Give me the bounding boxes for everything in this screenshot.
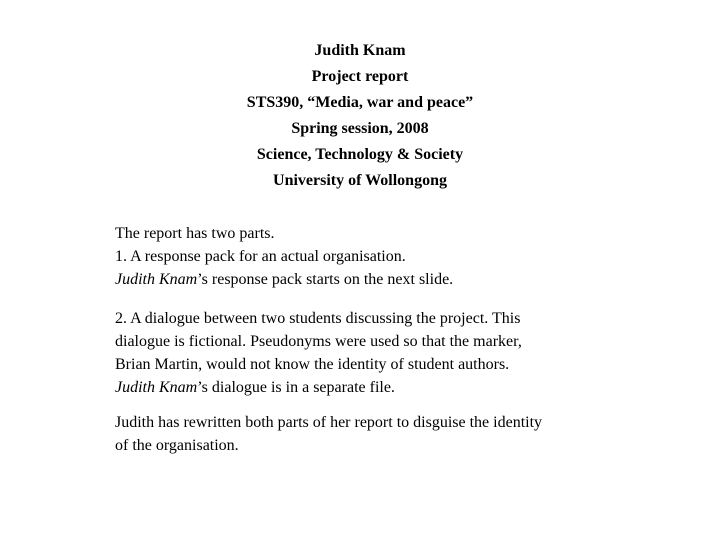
author-name: Judith Knam (314, 42, 406, 59)
intro-text: The report has two parts. (115, 225, 275, 242)
part1-note-name: Judith Knam (115, 271, 198, 288)
part2-note (115, 376, 675, 399)
part2-note-rest: ’s dialogue is in a separate file. (197, 379, 395, 396)
part1-text: 1. A response pack for an actual organisation. (115, 248, 406, 265)
part2-line-1: 2. A dialogue between two students discussing the project. This (115, 310, 521, 327)
part2-note-name: Judith Knam (115, 379, 198, 396)
part1-note (115, 268, 675, 291)
part2-paragraph (115, 307, 675, 399)
report-body (115, 222, 675, 457)
intro-paragraph (115, 222, 675, 291)
report-type: Project report (311, 68, 409, 85)
title-block (0, 38, 720, 194)
closing-line-2: of the organisation. (115, 437, 239, 454)
university: University of Wollongong (273, 172, 447, 189)
part2-line-3: Brian Martin, would not know the identity of student authors. (115, 356, 510, 373)
session: Spring session, 2008 (291, 120, 429, 137)
closing-paragraph (115, 411, 675, 457)
part2-line-2: dialogue is fictional. Pseudonyms were used so that the marker, (115, 333, 522, 350)
part1-note-rest: ’s response pack starts on the next slide. (197, 271, 454, 288)
department: Science, Technology & Society (256, 146, 464, 163)
closing-line-1: Judith has rewritten both parts of her report to disguise the identity (115, 414, 543, 431)
course-title: STS390, “Media, war and peace” (246, 94, 474, 111)
